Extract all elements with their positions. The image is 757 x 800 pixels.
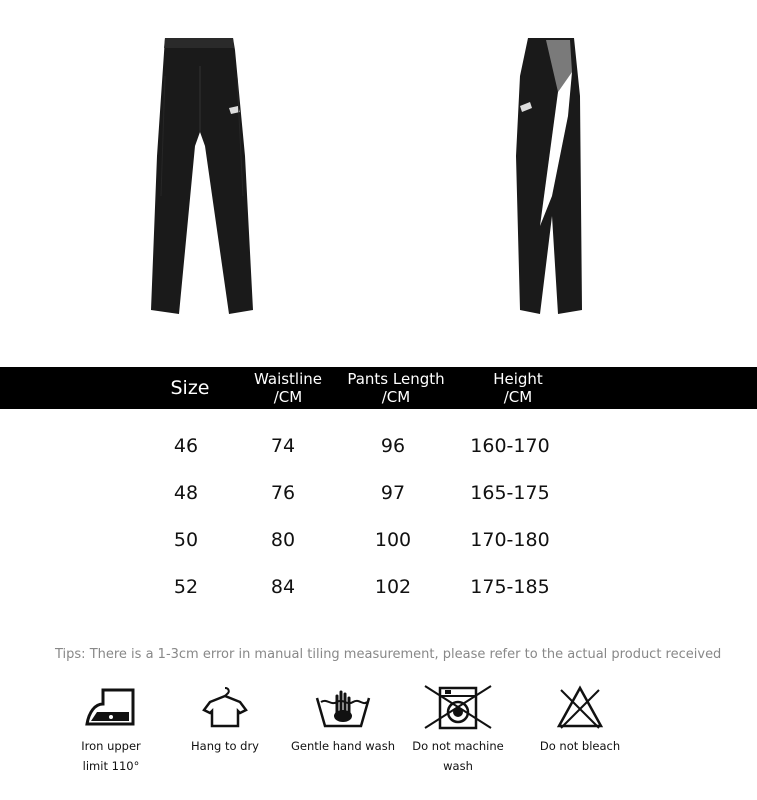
no-bleach-icon [555, 684, 605, 730]
cell-length: 97 [380, 482, 406, 504]
header-waistline-unit: /CM [273, 388, 303, 406]
header-height-unit: /CM [503, 388, 533, 406]
care-label-line-1: Do not bleach [539, 739, 621, 753]
cell-size: 50 [173, 529, 199, 551]
care-label-line-1: Gentle hand wash [290, 739, 396, 753]
header-size [150, 367, 230, 409]
header-pants-length-label: Pants Length [347, 370, 445, 388]
cell-height: 170-180 [470, 529, 550, 551]
header-height [468, 367, 568, 409]
table-row [0, 478, 757, 508]
cell-size: 46 [173, 435, 199, 457]
size-table-header [0, 367, 757, 409]
header-waistline-label: Waistline [254, 370, 322, 388]
care-label-line-1: Hang to dry [191, 739, 259, 753]
care-label-line-1: Iron upper [81, 739, 141, 753]
cell-size: 52 [173, 576, 199, 598]
table-row [0, 572, 757, 602]
care-item-no-machine-wash [398, 684, 518, 776]
header-pants-length-unit: /CM [381, 388, 411, 406]
care-item-hand-wash [290, 684, 396, 756]
hang-dry-icon [200, 684, 250, 730]
cell-waist: 80 [270, 529, 296, 551]
care-item-hang-dry [180, 684, 270, 756]
cell-waist: 74 [270, 435, 296, 457]
header-height-label: Height [493, 370, 543, 388]
no-machine-wash-icon [423, 684, 493, 730]
pants-front-view-image [145, 36, 255, 318]
cell-size: 48 [173, 482, 199, 504]
pants-side-view-image [510, 36, 590, 318]
cell-waist: 84 [270, 576, 296, 598]
care-label-line-1: Do not machine wash [412, 739, 504, 773]
table-row [0, 431, 757, 461]
header-size-label: Size [170, 377, 210, 399]
cell-height: 175-185 [470, 576, 550, 598]
header-pants-length [336, 367, 456, 409]
header-waistline [238, 367, 338, 409]
iron-icon [81, 684, 141, 730]
cell-waist: 76 [270, 482, 296, 504]
cell-length: 100 [374, 529, 412, 551]
cell-length: 102 [374, 576, 412, 598]
measurement-tips: Tips: There is a 1-3cm error in manual tiling measurement, please refer to the actual product received [55, 647, 722, 662]
cell-height: 160-170 [470, 435, 550, 457]
care-label-line-2: limit 110° [82, 759, 140, 773]
cell-length: 96 [380, 435, 406, 457]
cell-height: 165-175 [470, 482, 550, 504]
care-item-no-bleach [530, 684, 630, 756]
table-row [0, 525, 757, 555]
care-item-iron [70, 684, 152, 776]
hand-wash-icon [313, 684, 373, 730]
